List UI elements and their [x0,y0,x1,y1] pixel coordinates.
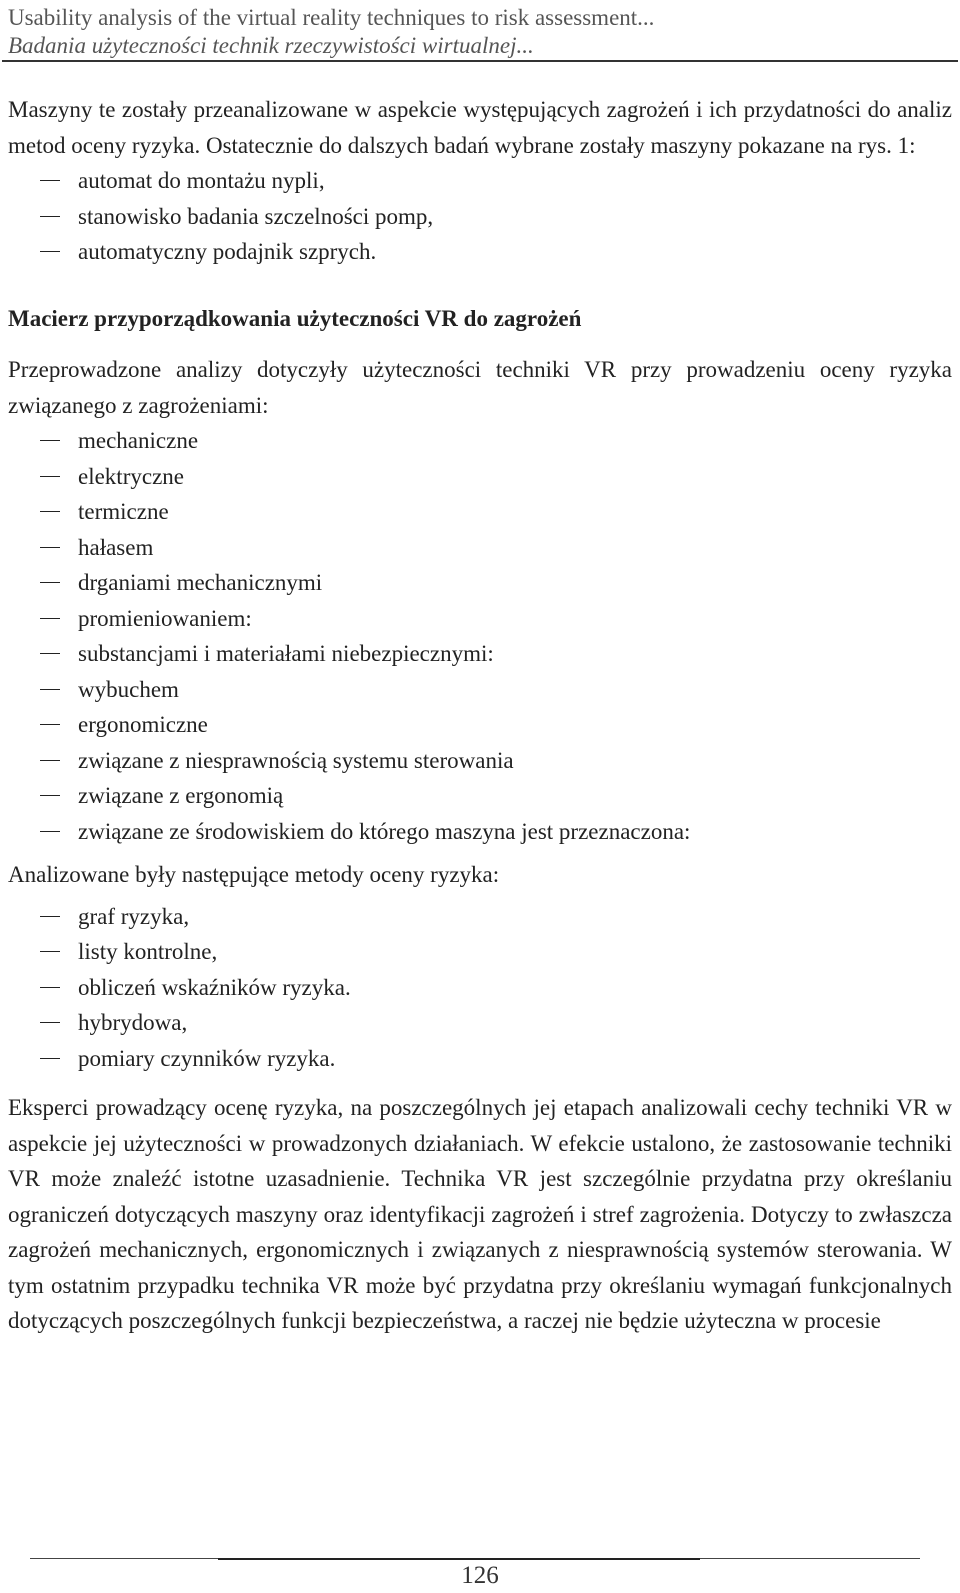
header-divider [2,60,958,62]
list-item: obliczeń wskaźników ryzyka. [8,970,952,1006]
list-item: promieniowaniem: [8,601,952,637]
list-item: ergonomiczne [8,707,952,743]
list-item: hybrydowa, [8,1005,952,1041]
list-item: hałasem [8,530,952,566]
list-item: automat do montażu nypli, [8,163,952,199]
page-number: 126 [461,1562,499,1589]
list-item: związane z ergonomią [8,778,952,814]
list-item: stanowisko badania szczelności pomp, [8,199,952,235]
list-item: listy kontrolne, [8,934,952,970]
list-item: substancjami i materiałami niebezpiecznymi: [8,636,952,672]
running-header [8,4,952,60]
list-item: elektryczne [8,459,952,495]
intro-paragraph: Maszyny te zostały przeanalizowane w aspekcie występujących zagrożeń i ich przydatności do analiz metod oceny ryzyka. Ostatecznie do dalszych badań wybrane zostały maszyny pokazane na rys. 1: [8,97,952,158]
list-item: pomiary czynników ryzyka. [8,1041,952,1077]
section-heading: Macierz przyporządkowania użyteczności VR do zagrożeń [8,305,582,331]
page-content [8,92,952,1339]
closing-paragraph: Eksperci prowadzący ocenę ryzyka, na poszczególnych jej etapach analizowali cechy techniki VR w aspekcie jej użyteczności w prowadzonych działaniach. W efekcie ustalono, że zastosowanie techniki VR może znaleźć istotne uzasadnienie. Technika VR jest szczególnie przydatna przy określaniu ograniczeń dotyczących maszyny oraz identyfikacji zagrożeń i stref zagrożenia. Dotyczy to zwłaszcza zagrożeń mechanicznych, ergonomicznych i związanych z niesprawnością systemów sterowania. W tym ostatnim przypadku technika VR może być przydatna przy określaniu wymagań funkcjonalnych dotyczących poszczególnych funkcji bezpieczeństwa, a raczej nie będzie użyteczna w procesie [8,1095,952,1333]
hazards-list [8,423,952,849]
section-paragraph: Przeprowadzone analizy dotyczyły użyteczności techniki VR przy prowadzeniu oceny ryzyka związanego z zagrożeniami: [8,357,952,418]
methods-paragraph: Analizowane były następujące metody oceny ryzyka: [8,862,500,887]
list-item: automatyczny podajnik szprych. [8,234,952,270]
list-item: termiczne [8,494,952,530]
list-item: drganiami mechanicznymi [8,565,952,601]
methods-list [8,899,952,1077]
list-item: związane ze środowiskiem do którego maszyna jest przeznaczona: [8,814,952,850]
list-item: związane z niesprawnością systemu sterowania [8,743,952,779]
list-item: graf ryzyka, [8,899,952,935]
list-item: wybuchem [8,672,952,708]
machines-list [8,163,952,270]
list-item: mechaniczne [8,423,952,459]
header-title-english: Usability analysis of the virtual reality techniques to risk assessment... [8,5,655,30]
header-title-polish: Badania użyteczności technik rzeczywistości wirtualnej... [8,33,534,58]
